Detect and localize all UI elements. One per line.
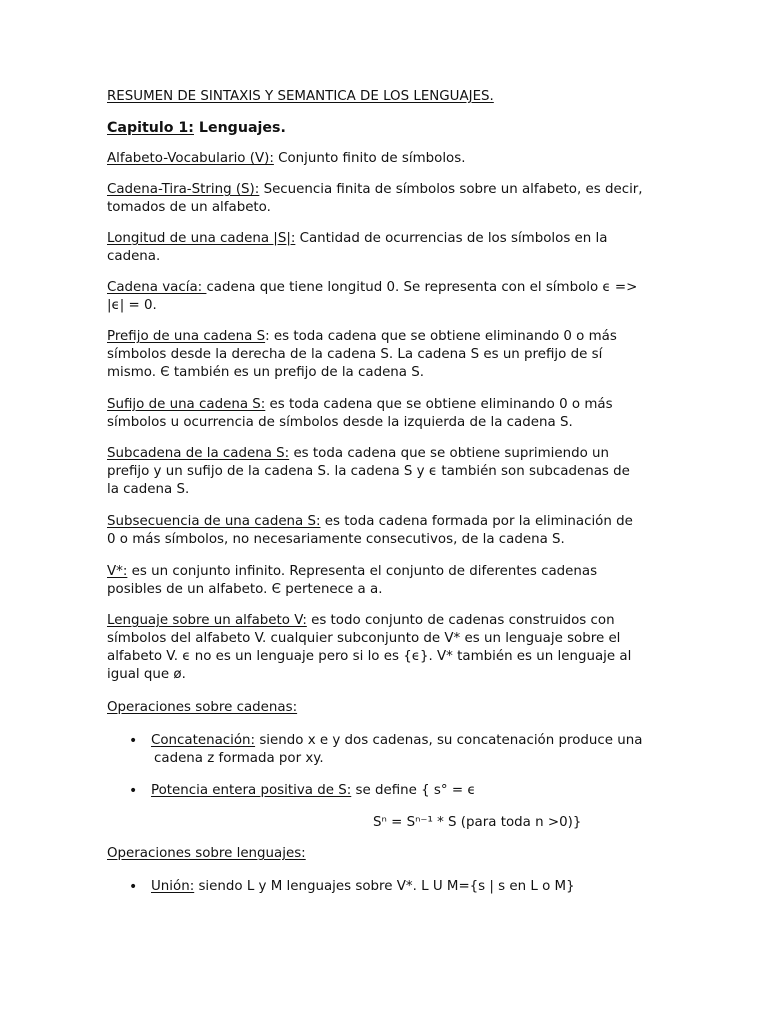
list-item-text: se define { s° = ϵ xyxy=(351,783,476,798)
definition-text: prefijo y un sufijo de la cadena S. la cadena S y ϵ también son subcadenas de xyxy=(107,464,630,479)
definition-term: Longitud de una cadena |S|: xyxy=(107,231,296,246)
definition-text: Secuencia finita de símbolos sobre un alfabeto, es decir, xyxy=(259,182,643,197)
definition-subsecuencia xyxy=(107,513,633,531)
chapter-label: Capitulo 1: xyxy=(107,120,194,136)
definition-term: Subcadena de la cadena S: xyxy=(107,446,290,461)
definition-term: Cadena vacía: xyxy=(107,280,207,295)
definition-text: es toda cadena que se obtiene suprimiendo un xyxy=(289,446,610,461)
list-item-concatenacion xyxy=(151,732,642,750)
definition-term: Subsecuencia de una cadena S: xyxy=(107,514,321,529)
definition-text: mismo. Є también es un prefijo de la cadena S. xyxy=(107,365,425,380)
definition-text: |ϵ| = 0. xyxy=(107,298,157,313)
formula-line: Sⁿ = Sⁿ⁻¹ * S (para toda n >0)} xyxy=(373,815,582,830)
list-item-term: Potencia entera positiva de S: xyxy=(151,783,352,798)
definition-term: Cadena-Tira-String (S): xyxy=(107,182,260,197)
definition-text: alfabeto V. ϵ no es un lenguaje pero si lo es {ϵ}. V* también es un lenguaje al xyxy=(107,649,632,664)
list-item-union xyxy=(151,878,575,896)
definition-text: es toda cadena formada por la eliminación de xyxy=(320,514,633,529)
list-item-text: siendo L y M lenguajes sobre V*. L U M={s | s en L o M} xyxy=(194,879,575,894)
definition-prefijo xyxy=(107,328,617,346)
definition-text: tomados de un alfabeto. xyxy=(107,200,271,215)
definition-term: V*: xyxy=(107,564,128,579)
definition-text: la cadena S. xyxy=(107,482,190,497)
definition-alfabeto xyxy=(107,150,465,168)
definition-text: símbolos u ocurrencia de símbolos desde la izquierda de la cadena S. xyxy=(107,415,573,430)
list-item-potencia xyxy=(151,782,476,800)
list-item-text: siendo x e y dos cadenas, su concatenación produce una xyxy=(255,733,643,748)
bullet-icon: • xyxy=(129,879,138,895)
definition-longitud xyxy=(107,230,607,248)
definition-text: es un conjunto infinito. Representa el conjunto de diferentes cadenas xyxy=(127,564,598,579)
definition-term: Alfabeto-Vocabulario (V): xyxy=(107,151,274,166)
definition-sufijo xyxy=(107,396,613,414)
list-item-term: Unión: xyxy=(151,879,195,894)
definition-text: símbolos del alfabeto V. cualquier subconjunto de V* es un lenguaje sobre el xyxy=(107,631,621,646)
chapter-name: Lenguajes. xyxy=(193,120,286,136)
chapter-heading xyxy=(107,119,286,137)
definition-text: es todo conjunto de cadenas construidos con xyxy=(306,613,615,628)
definition-text: igual que ø. xyxy=(107,667,186,682)
definition-text: símbolos desde la derecha de la cadena S. La cadena S es un prefijo de sí xyxy=(107,347,603,362)
list-item-term: Concatenación: xyxy=(151,733,256,748)
list-item-text: cadena z formada por xy. xyxy=(154,751,324,766)
definition-v-star xyxy=(107,563,597,581)
definition-text: posibles de un alfabeto. Є pertenece a a. xyxy=(107,582,383,597)
definition-text: Conjunto finito de símbolos. xyxy=(273,151,466,166)
definition-term: Lenguaje sobre un alfabeto V: xyxy=(107,613,307,628)
document-title: RESUMEN DE SINTAXIS Y SEMANTICA DE LOS LENGUAJES. xyxy=(107,89,494,104)
definition-lenguaje xyxy=(107,612,615,630)
definition-cadena xyxy=(107,181,643,199)
bullet-icon: • xyxy=(129,733,138,749)
section-heading-lenguajes: Operaciones sobre lenguajes: xyxy=(107,846,306,861)
definition-text: Cantidad de ocurrencias de los símbolos en la xyxy=(295,231,608,246)
definition-text: es toda cadena que se obtiene eliminando 0 o más xyxy=(265,397,613,412)
definition-text: cadena. xyxy=(107,249,161,264)
definition-text: cadena que tiene longitud 0. Se representa con el símbolo ϵ => xyxy=(206,280,638,295)
definition-cadena-vacia xyxy=(107,279,637,297)
bullet-icon: • xyxy=(129,783,138,799)
definition-subcadena xyxy=(107,445,609,463)
definition-term: Prefijo de una cadena S xyxy=(107,329,266,344)
definition-term: Sufijo de una cadena S: xyxy=(107,397,266,412)
definition-text: : es toda cadena que se obtiene eliminando 0 o más xyxy=(265,329,617,344)
definition-text: 0 o más símbolos, no necesariamente consecutivos, de la cadena S. xyxy=(107,532,565,547)
section-heading-cadenas: Operaciones sobre cadenas: xyxy=(107,700,298,715)
